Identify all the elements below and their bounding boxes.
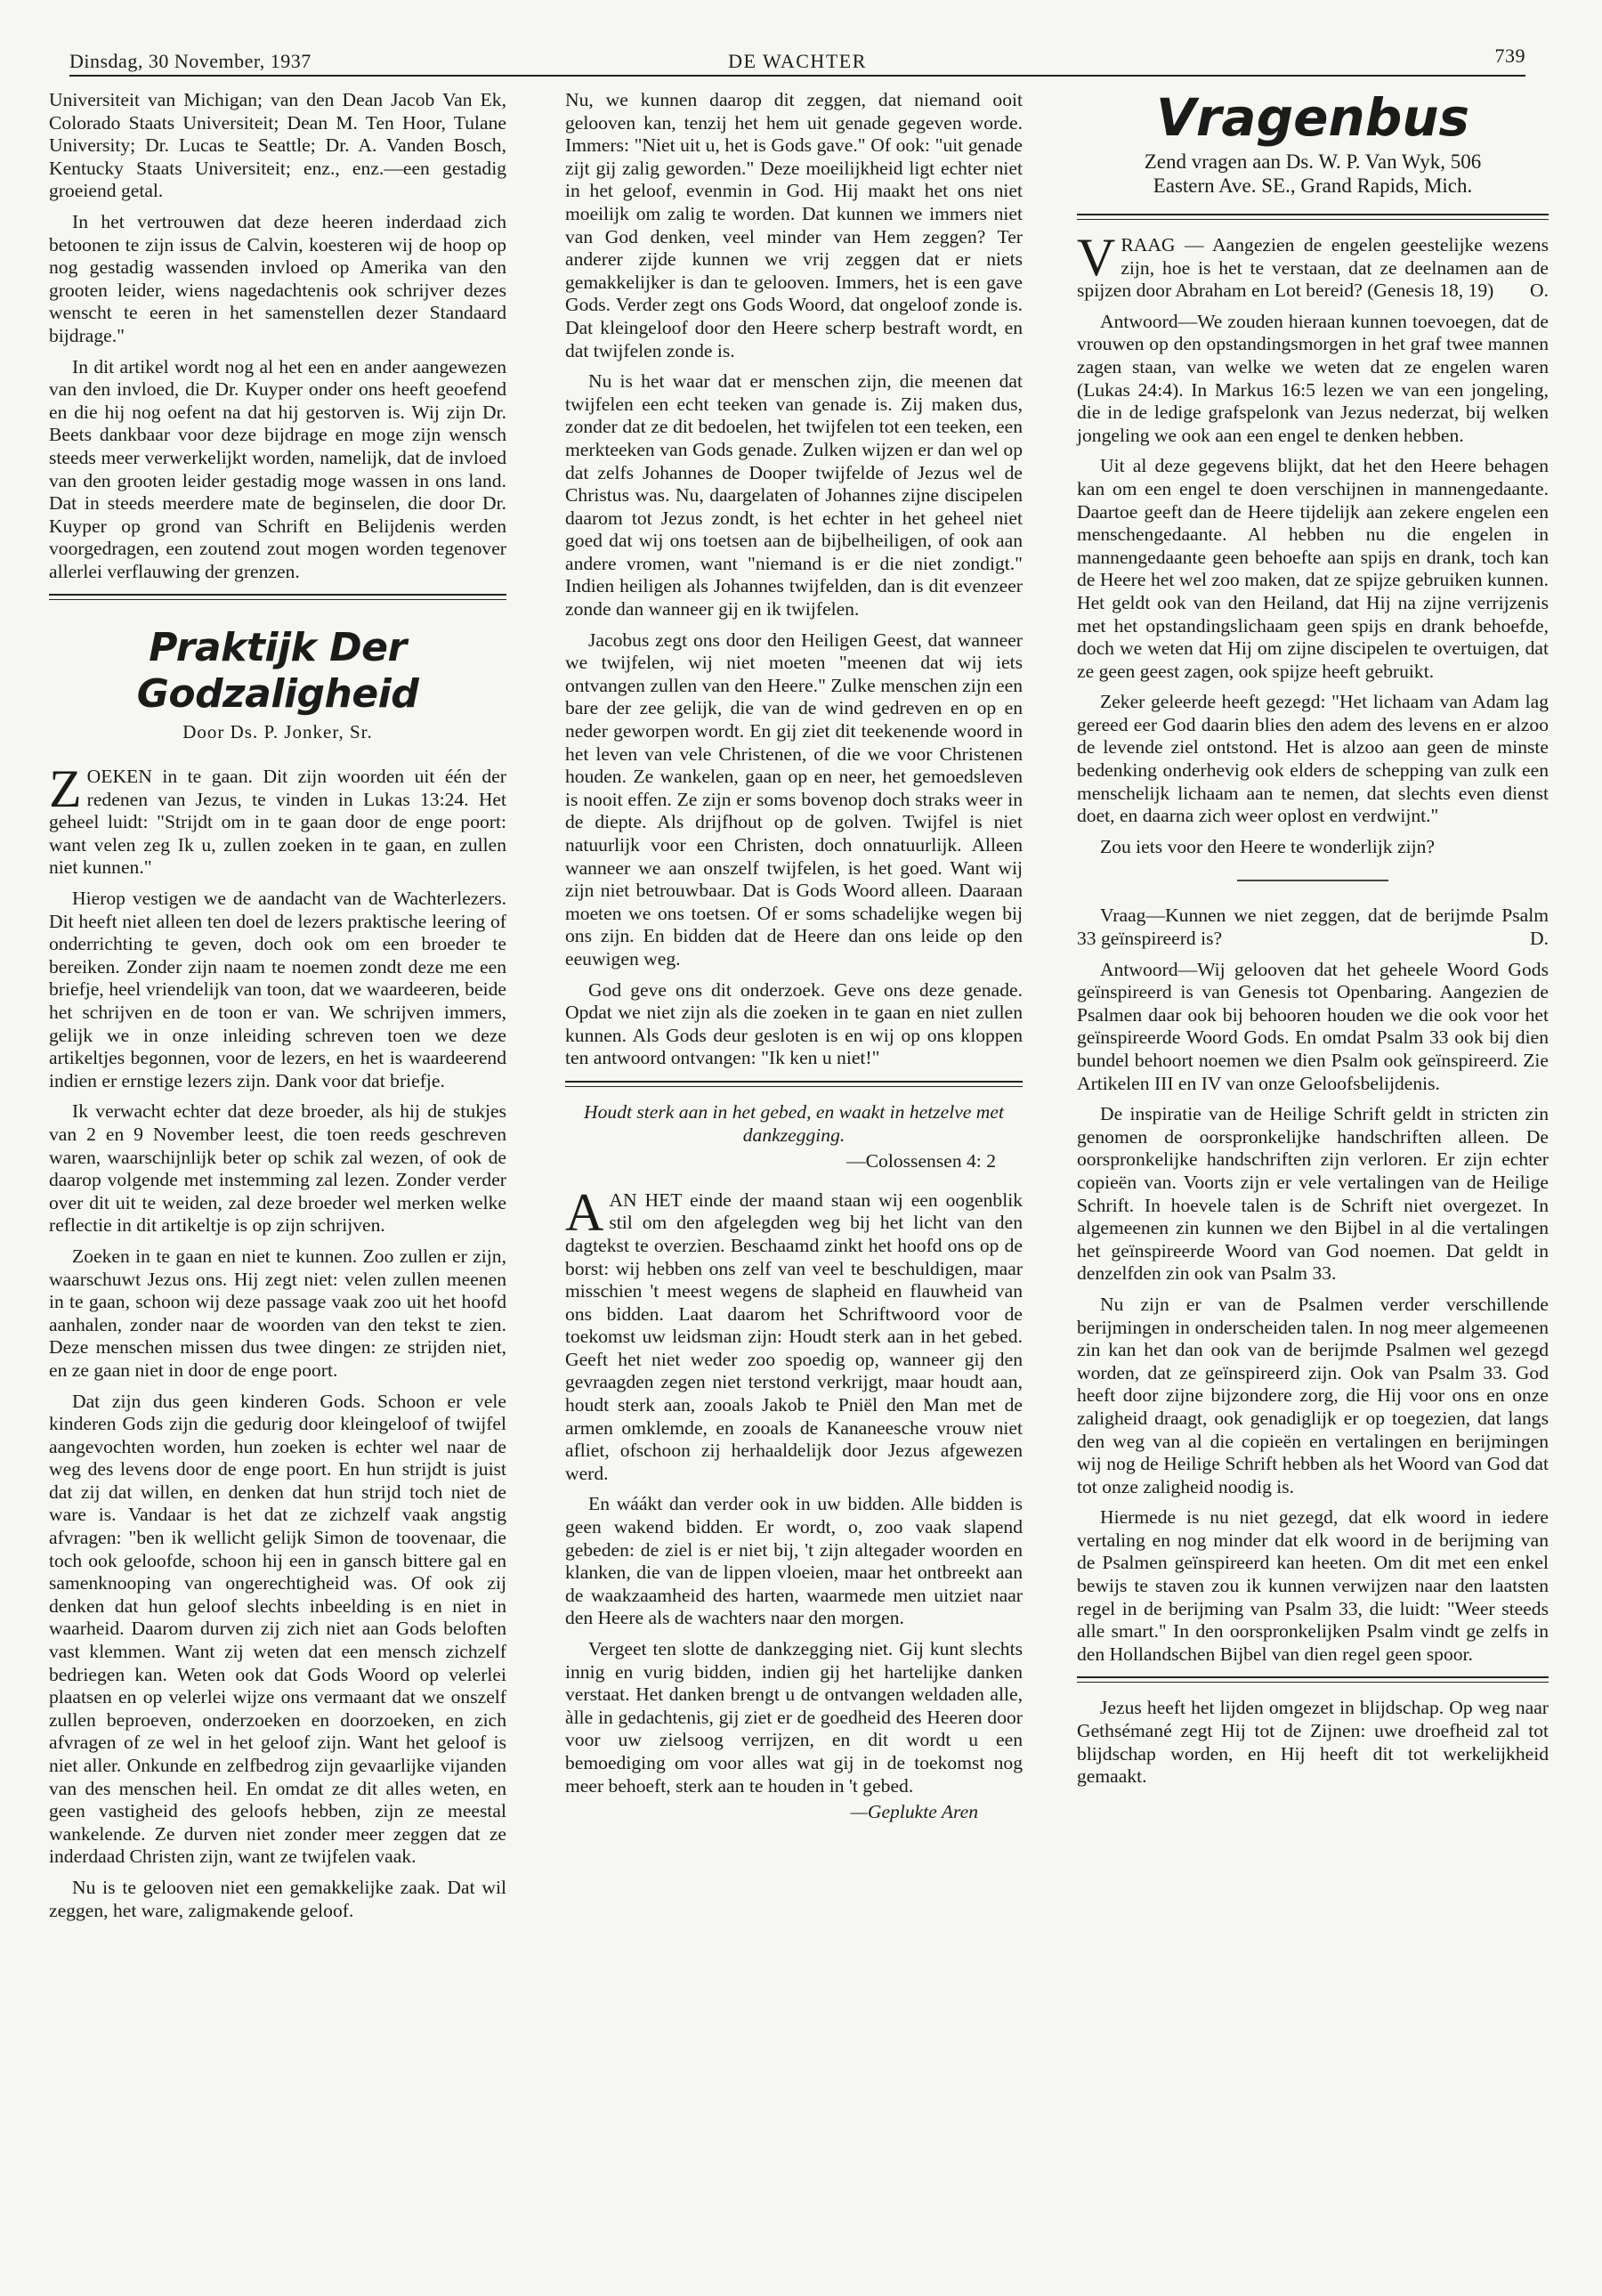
paragraph: God geve ons dit onderzoek. Geve ons deze genade. Opdat we niet zijn als die zoeken in te gaan en niet zullen kunnen. Als Gods deur gesloten is en wij op ons kloppen ten antwoord ontvangen: "Ik ken u niet!" [565,978,1023,1069]
newspaper-title: DE WACHTER [728,50,867,72]
page-header [69,45,1525,77]
answer: Antwoord—We zouden hieraan kunnen toevoegen, dat de vrouwen op den opstandingsmorgen in het graf twee mannen zagen staan, van welke we weten dat ze engelen waren (Lukas 24:4). In Markus 16:5 lezen we van een jongeling, die in de ledige grafspelonk van Jezus nederzat, bij welken jongeling we ook aan een engel te denken hebben. [1077,310,1549,446]
question-text: RAAG — Aangezien de engelen geestelijke wezens zijn, hoe is het te verstaan, dat ze deelnamen aan de spijzen door Abraham en Lot bereid? (Genesis 18, 19) [1077,234,1549,302]
answer: Antwoord—Wij gelooven dat het geheele Woord Gods geïnspireerd is van Genesis tot Openbaring. Aangezien de Psalmen daar ook bij behooren houden we die ook voor het geïnspireerde Woord Gods. En omdat Psalm 33 ook bij dien bundel behoort noemen we dien Psalm ook geïnspireerd. Zie Artikelen III en IV van onze Geloofsbelijdenis. [1077,958,1549,1094]
paragraph: Uit al deze gegevens blijkt, dat het den Heere behagen kan om een engel te doen verschijnen in mannengedaante. Daartoe geeft dan de Heere tijdelijk aan zekere engelen een menschengedaante. Al hebben nu die engelen in mannengedaante geen behoefte aan spijs en drank, toch kan de Heere het wel zoo maken, dat ze spijze gebruiken kunnen. Het geldt ook van den Heiland, dat Hij na zijne verrijzenis met het opstandingslichaam geen spijs en drank behoefde, doch we weten dat Hij om zijne discipelen te overtuigen, dat ze geen geest zagen, ook spijze heeft gebruikt. [1077,455,1549,682]
question-asker: O. [1530,280,1549,302]
paragraph: Universiteit van Michigan; van den Dean Jacob Van Ek, Colorado Staats Universiteit; Dean M. Ten Hoor, Tulane University; Dr. Lucas te Seattle; Dr. A. Vanden Bosch, Kentucky Staats Universiteit; enz., enz.—een gestadig groeiend getal. [49,89,506,202]
paragraph-dropcap [49,759,506,880]
paragraph: Ik verwacht echter dat deze broeder, als hij de stukjes van 2 en 9 November leest, die toen reeds geschreven waren, waarschijnlijk beter op schik zal wezen, of ook de daarop volgende met instemming zal lezen. Zonder verder over dit uit te weiden, zal deze broeder wel merken welke reflectie in dit artikeltje is op zijn schrijven. [49,1100,506,1237]
paragraph: Nu is te gelooven niet een gemakkelijke zaak. Dat wil zeggen, het ware, zaligmakende geloof. [49,1876,506,1921]
section-divider [565,1081,1023,1087]
issue-date: Dinsdag, 30 November, 1937 [69,50,312,72]
paragraph: Vergeet ten slotte de dankzegging niet. Gij kunt slechts innig en vurig bidden, indien gij het hartelijke danken verstaat. Het danken brengt u de ontvangen weldaden alle, àlle in gedachtenis, gij ziet er de goedheid des Heeren door voor uw zielsoog verrijzen, en dit wordt u een bemoediging om voor alles wat gij in de toekomst nog meer behoeft, sterk aan te houden in 't gebed. [565,1638,1023,1797]
paragraph: Nu, we kunnen daarop dit zeggen, dat niemand ooit gelooven kan, tenzij het hem uit genade gegeven worde. Immers: "Niet uit u, het is Gods gave." Of ook: "uit genade zijt gij zalig geworden." Deze moeilijkheid ligt echter niet in het geloof, evenmin in God. Hij maakt het ons niet moeilijk om zalig te worden. Dat kunnen we immers niet van God denken, veel minder van Hem zeggen? Ter anderer zijde kunnen we vrij zeggen dat er niets gemakkelijker is dan te gelooven. Immers, het is een gave Gods. Verder zegt ons Gods Woord, dat ongeloof zonde is. Dat kleingeloof door den Heere scherp bestraft wordt, en dat twijfelen zonde is. [565,89,1023,361]
closing-paragraph: Jezus heeft het lijden omgezet in blijdschap. Op weg naar Gethsémané zegt Hij tot de Zijnen: uwe droefheid zal tot blijdschap worden, en Hij heeft dit tot werkelijkheid gemaakt. [1077,1697,1549,1788]
paragraph: En wáákt dan verder ook in uw bidden. Alle bidden is geen wakend bidden. Er wordt, o, zoo vaak slapend gebeden: de ziel is er niet bij, 't zijn altegader woorden en klanken, die van de lippen vloeien, maar het ontbreekt aan de waakzaamheid des harten, waarmede men uitziet naar den Heere als de wachters naar den morgen. [565,1493,1023,1629]
paragraph: De inspiratie van de Heilige Schrift geldt in stricten zin genomen de oorspronkelijke handschriften alleen. De oorspronkelijke handschriften zijn verloren. Er zijn echter copieën van. Voorts zijn er vele vertalingen van de Heilige Schrift. In hoevele talen is de Schrift niet overgezet. In algemeenen zin kunnen we den Bijbel in al die vertalingen het geïnspireerde Woord van God noemen. Dat geldt in denzelfden zin ook van Psalm 33. [1077,1103,1549,1285]
paragraph: Nu zijn er van de Psalmen verder verschillende berijmingen in onderscheiden talen. In nog meer algemeenen zin kan het dan ook van de berijmde Psalmen wel gezegd worden, dat ze geïnspireerd zijn. Ook van Psalm 33. God heeft door zijne bijzondere zorg, die Hij voor ons en onze zaligheid draagt, ook genadiglijk er op toegezien, dat langs den weg van al die copieën en vertalingen en berijmingen wij nog de Heilige Schrift hebben als het Woord van God dat tot onze zaligheid noodig is. [1077,1293,1549,1497]
drop-cap: A [565,1182,604,1242]
drop-cap: Z [49,759,82,819]
drop-cap: V [1077,228,1116,287]
paragraph: Hierop vestigen we de aandacht van de Wachterlezers. Dit heeft niet alleen ten doel de lezers praktische leering of onderrichting te geven, doch ook om een broeder te bereiken. Zonder zijn naam te noemen zondt deze me een briefje, heel vriendelijk van toon, dat we waardeeren, beide het schrijven en de toon er van. We schrijven immers, gelijk we in onze inleiding schreven toen we deze artikeltjes begonnen, voor de lezers, en het is waardeerend indien er ernstige lezers zijn. Dank voor dat briefje. [49,888,506,1091]
scripture-quote: Houdt sterk aan in het gebed, en waakt in hetzelve met dankzegging. [584,1100,1004,1146]
vragenbus-subtitle [1077,150,1549,198]
paragraph: In het vertrouwen dat deze heeren inderdaad zich betoonen te zijn issus de Calvin, koesteren wij de hoop op nog gestadig wassenden invloed op Amerika van den grooten leider, wiens nagedachtenis ook schrijver dezes wenscht te eeren in het samenstellen dezer Standaard bijdrage." [49,210,506,346]
column-1 [49,89,506,1922]
vragenbus-title: Vragenbus [1155,87,1470,148]
paragraph: Nu is het waar dat er menschen zijn, die meenen dat twijfelen een echt teeken van genade is. Zij maken dus, zonder dat ze dit bedoelen, het twijfelen tot een teeken, een merkteeken van Gods genade. Zulken wijzen er dan wel op dat zelfs Johannes de Dooper twijfelde of Jezus wel de Christus was. Nu, daargelaten of Johannes zijne discipelen daarom tot Jezus zondt, is het echter in het geheel niet goed dat wij ons toetsen aan de bijbelheiligen, of ook aan andere vromen, want "niemand is er die niet zondigt." Indien heiligen als Johannes twijfelden, dan is dit evenzeer zonde dan wanneer gij en ik twijfelen. [565,370,1023,621]
paragraph: Zoeken in te gaan en niet te kunnen. Zoo zullen er zijn, waarschuwt Jezus ons. Hij zegt niet: velen zullen meenen in te gaan, schoon wij deze passage vaak zoo uit het hoofd aanhalen, zonder naar de woorden van den tekst te zien. Deze menschen missen dus twee dingen: ze strijden niet, en ze gaan niet in door de enge poort. [49,1245,506,1381]
subtitle-line: Zend vragen aan Ds. W. P. Van Wyk, 506 [1144,150,1482,173]
source-attribution: —Geplukte Aren [850,1801,978,1823]
section-divider [49,594,506,600]
paragraph: Jacobus zegt ons door den Heiligen Geest, dat wanneer we twijfelen, wij niet moeten "meenen dat wij iets ontvangen zullen van den Heere." Zulke menschen zijn een bare der zee gelijk, die van de wind gedreven en op en neder geworpen wordt. En gij ziet dit teekenende woord in het leven van vele Christenen, of die we voor Christenen houden. Ze wankelen, gaan op en neer, het gemoedsleven is nooit effen. Ze zijn er soms bovenop doch straks weer in de diepte. Als drijfhout op de golven. Twijfel is niet natuurlijk voor een Christen, doch onnatuurlijk. Alleen wanneer we aan onszelf twijfelen, is het goed. Want wij zijn niet betrouwbaar. Dat is Gods Woord alleen. Daaraan moeten we ons toetsen. Of er soms schadelijke wegen bij ons zijn. En bidden dat de Heere dan ons leide op den eeuwigen weg. [565,629,1023,970]
section-title: Praktijk Der Godzaligheid [136,625,419,718]
paragraph: Dat zijn dus geen kinderen Gods. Schoon er vele kinderen Gods zijn die gedurig door kleingeloof of twijfel aangevochten worden, hun zoeken is echter wel naar de weg des levens door de enge poort. En hun strijdt is juist dat zij dat willen, en denken dat hun strijd toch niet de ware is. Vandaar is het dat ze zichzelf vaak angstig afvragen: "ben ik wellicht gelijk Simon de toovenaar, die toch ook geloofde, schoon hij een in gansch bittere gal en samenknooping van ongerechtigheid was. Of ook zij denken dat hun geloof slechts inbeelding is en niet in waarheid. Daarom durven zij zich niet aan Gods beloften vast klemmen. Want zij weten dat een mensch zichzelf bedriegen kan. Weten ook dat Gods Woord op velerlei plaatsen en op velerlei wijze ons vermaant dat we onszelf zullen beproeven, onderzoeken en doorzoeken, en zich afvragen of ze wel in het geloof zijn. Want het geloof is niet aller. Onkunde en zelfbedrog zijn gevaarlijke vijanden van des menschen heil. En omdat ze dit alles weten, en geen vastigheid des geloofs hebben, zijn ze meestal wankelende. Ze durven niet zonder meer zeggen dat ze inderdaad Christen zijn, want ze twijfelen vaak. [49,1390,506,1868]
page-number: 739 [1494,45,1525,67]
question [1077,905,1549,950]
paragraph: Hiermede is nu niet gezegd, dat elk woord in iedere vertaling en nog minder dat elk woord in de berijming van de Psalmen geïnspireerd kan heeten. Om dit met een enkel bewijs te staven zou ik kunnen verwijzen naar den laatsten regel in de berijming van Psalm 33, die luidt: "Weer steeds alle smart." In den oorspronkelijken Psalm vindt ge zelfs in den Hollandschen Bijbel van dien regel geen spoor. [1077,1506,1549,1665]
paragraph: In dit artikel wordt nog al het een en ander aangewezen van den invloed, die Dr. Kuyper onder ons heeft geoefend en die hij nog oefent na dat hij gestorven is. Wij zijn Dr. Beets dankbaar voor deze bijdrage en moge zijn wensch steeds meer verwerkelijkt worden, namelijk, dat de invloed van den grooten leider gestadig moge wassen in ons land. Dat in steeds meerdere mate de beginselen, die door Dr. Kuyper op grond van Schrift en Belijdenis werden voorgedragen, een zoutend zout mogen worden tegenover allerlei verflauwing der grenzen. [49,355,506,582]
question-asker: D. [1530,928,1549,950]
paragraph-dropcap [565,1182,1023,1486]
header-rule [69,75,1525,77]
section-divider [1077,1676,1549,1683]
paragraph-text: AN HET einde der maand staan wij een oogenblik stil om den afgelegden weg bij het licht van den dagtekst te overzien. Beschaamd zinkt het hoofd ons op de borst: wij hebben ons zelf van veel te beschuldigen, maar misschien 't meest wegens de slapheid en flauwheid van ons bidden. Laat daarom het Schriftwoord voor de toekomst uw leidsman zijn: Houdt sterk aan in het gebed. Geeft het niet weder zoo spoedig op, wanneer gij den gevraagden zegen niet terstond verkrijgt, maar houdt aan, houdt sterk aan, zooals Jakob te Pniël den Man met de armen omklemde, en zooals de Kananeesche vrouw niet afliet, ofschoon zij herhaaldelijk door Jezus afgewezen werd. [565,1189,1023,1484]
question-text: Vraag—Kunnen we niet zeggen, dat de berijmde Psalm 33 geïnspireerd is? [1077,905,1549,950]
column-2 [565,89,1023,1824]
paragraph: Zeker geleerde heeft gezegd: "Het lichaam van Adam lag gereed eer God daarin blies den adem des levens en er alzoo de levende ziel ontstond. Het is alzoo aan geen de minste bedenking onderhevig ook elders de schepping van zulk een menschelijk lichaam aan te nemen, dat slechts even dienst doet, en daarna zich weer oplost en verdwijnt." [1077,691,1549,827]
paragraph: Zou iets voor den Heere te wonderlijk zijn? [1100,835,1435,857]
quote-reference: —Colossensen 4: 2 [846,1150,996,1172]
question [1077,228,1549,303]
section-divider [1077,214,1549,220]
paragraph-text: OEKEN in te gaan. Dit zijn woorden uit één der redenen van Jezus, te vinden in Lukas 13:24. Het geheel luidt: "Strijdt om in te gaan door de enge poort: want velen zeg Ik u, zullen zoeken in te gaan, en zullen niet kunnen." [49,766,506,879]
subtitle-line: Eastern Ave. SE., Grand Rapids, Mich. [1153,174,1473,197]
short-separator [1237,880,1388,881]
byline: Door Ds. P. Jonker, Sr. [182,721,373,743]
column-3 [1077,89,1549,1797]
